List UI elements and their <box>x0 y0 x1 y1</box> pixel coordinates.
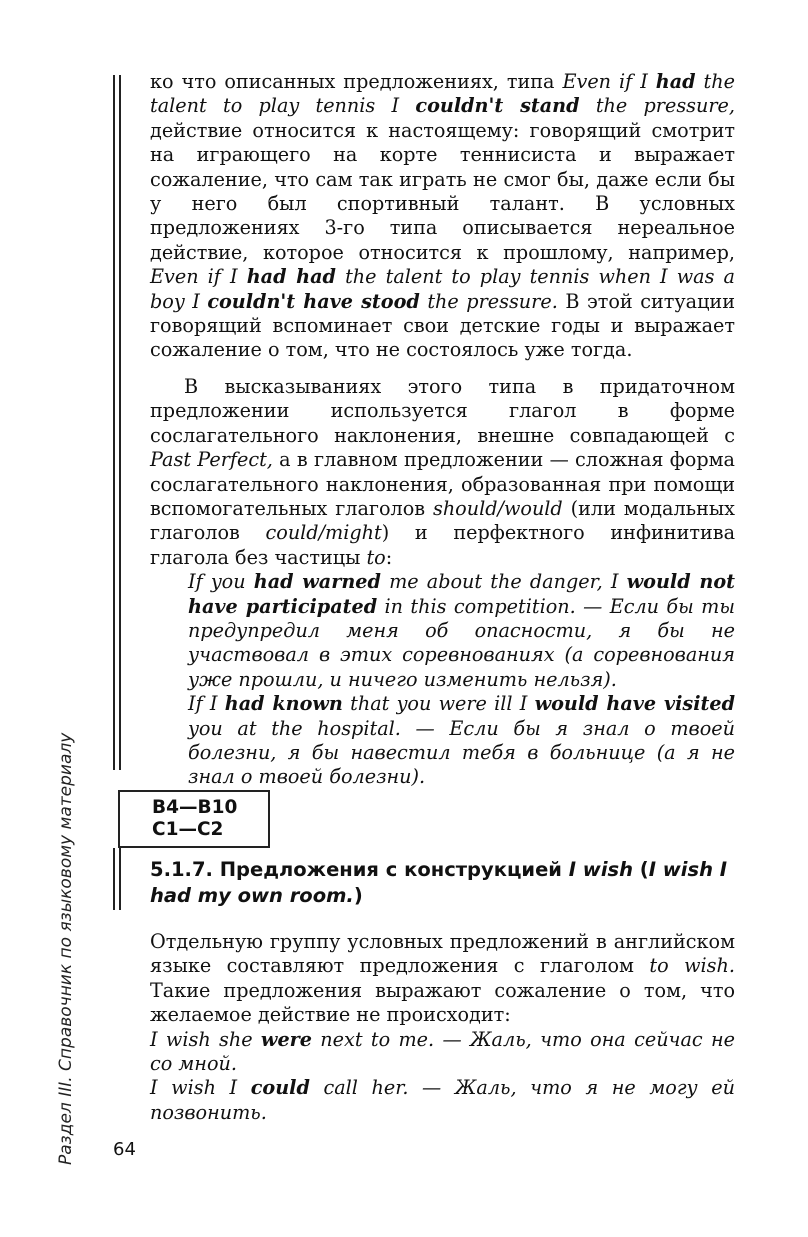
example-2: If I had known that you were ill I would have visited you at the hospital. — Если бы я знал о твоей болезни, я бы навестил тебя в больнице (а я не знал о твоей болезни). <box>188 692 735 789</box>
margin-rule-left <box>113 75 115 770</box>
section-rule-left <box>113 848 115 910</box>
text-block-2 <box>150 930 735 1125</box>
badge-line-1: B4—B10 <box>152 797 238 818</box>
section-phrase: I wish <box>568 858 633 881</box>
example-3: I wish she were next to me. — Жаль, что она сейчас не со мной. <box>150 1027 735 1076</box>
paragraph-2: В высказываниях этого типа в придаточном предложении используется глагол в форме сослагательного наклонения, внешне совпадающей с Past Perfect, а в главном предложении — сложная форма сослагательного наклонения, образованная при помощи вспомогательных глаголов should/would (или модальных глаголов could/might) и перфектного инфинитива глагола без частицы to: <box>150 374 736 569</box>
section-number: 5.1.7. <box>150 858 213 881</box>
badge-line-2: C1—C2 <box>152 819 224 840</box>
paragraph-3: Отдельную группу условных предложений в английском языке составляют предложения с глаголом to wish. Такие предложения выражают сожаление о том, что желаемое действие не происходит: <box>150 930 735 1027</box>
side-caption: Раздел III. Справочник по языковому материалу <box>56 732 76 1165</box>
page-number: 64 <box>113 1139 136 1160</box>
text-block-1 <box>150 70 735 790</box>
margin-rule-right <box>119 75 121 770</box>
example-1: If you had warned me about the danger, I would not have participated in this competition. — Если бы ты предупредил меня об опасности, я бы не участвовал в этих соревнованиях (а соревнования уже прошли, и ничего изменить нельзя). <box>188 570 735 691</box>
exam-section-badge <box>118 790 270 848</box>
section-rule-right <box>119 848 121 910</box>
section-heading: Предложения с конструкцией <box>219 858 562 881</box>
section-example: I wish I had my own room. <box>150 858 727 907</box>
paragraph-1: ко что описанных предложениях, типа Even if I had the talent to play tennis I couldn't stand the pressure, действие относится к настоящему: говорящий смотрит на играющего на корте теннисиста и выражает сожаление, что сам так играть не смог бы, даже если бы у него был спортивный талант. В условных предложениях 3-го типа описывается нереальное действие, которое относится к прошлому, например, Even if I had had the talent to play tennis when I was a boy I couldn't have stood the pressure. В этой ситуации говорящий вспоминает свои детские годы и выражает сожаление о том, что не состоялось уже тогда. <box>150 70 736 362</box>
example-4: I wish I could call her. — Жаль, что я не могу ей позвонить. <box>150 1076 735 1124</box>
section-title: 5.1.7. Предложения с конструкцией I wish (I wish I had my own room.) <box>150 858 727 907</box>
